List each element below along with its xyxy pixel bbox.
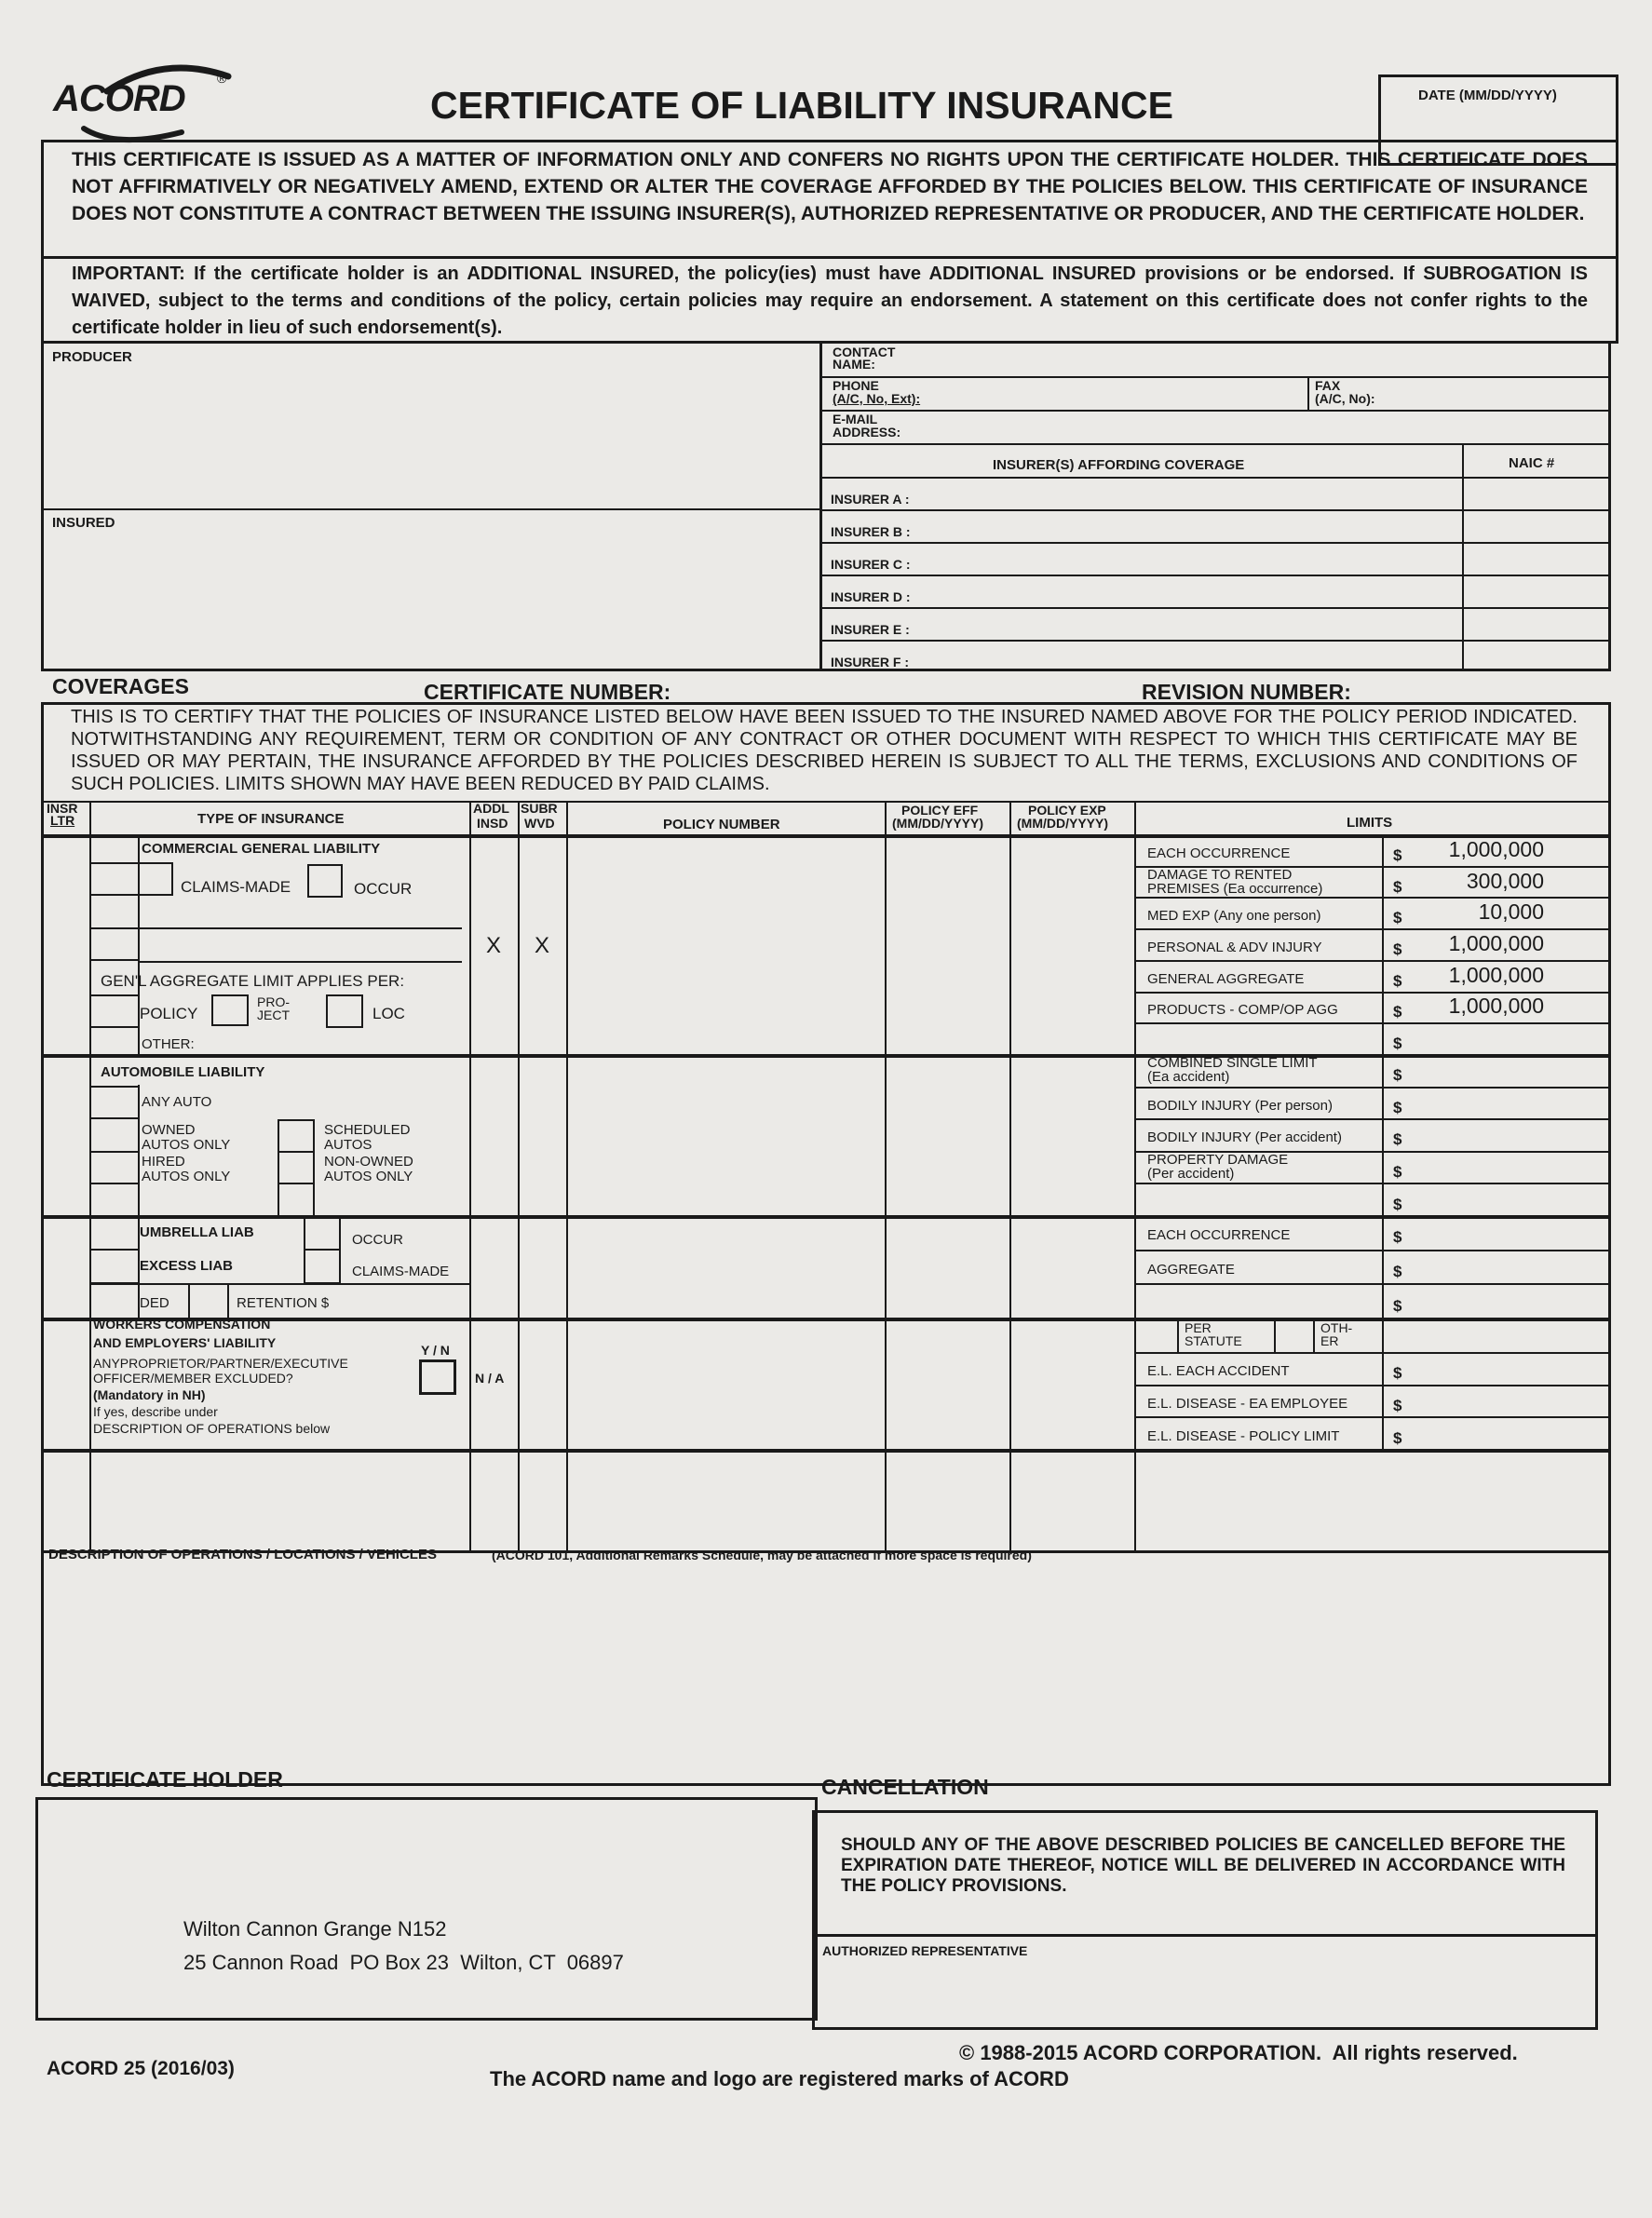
dollar-sign: $	[1393, 940, 1402, 958]
limit-row-auto	[1136, 1118, 1609, 1151]
insurer-label: INSURER C :	[831, 557, 911, 572]
owned-label-1: OWNED	[142, 1122, 196, 1138]
nonowned-autos-checkbox[interactable]	[278, 1153, 315, 1184]
form-id: ACORD 25 (2016/03)	[47, 2058, 235, 2079]
col-limits: LIMITS	[1347, 815, 1393, 831]
limit-label-2: (Ea accident)	[1147, 1069, 1230, 1086]
claims-made-checkbox[interactable]	[138, 862, 173, 896]
insurer-label: INSURER D :	[831, 589, 911, 604]
workers-excluded-checkbox[interactable]	[419, 1359, 456, 1395]
agg-project-label-2: JECT	[257, 1008, 290, 1022]
disclaimer-text: THIS CERTIFICATE IS ISSUED AS A MATTER OF INFORMATION ONLY AND CONFERS NO RIGHTS UPON THE CERTIFICATE HOLDER. THIS CERTIFICATE DOES NOT AFFIRMATIVELY OR NEGATIVELY AMEND, EXTEND OR ALTER THE COVERAGE AFFORDED BY THE POLICIES BELOW. THIS CERTIFICATE OF INSURANCE DOES NOT CONSTITUTE A CONTRACT BETWEEN THE ISSUING INSURER(S), AUTHORIZED REPRESENTATIVE OR PRODUCER, AND THE CERTIFICATE HOLDER.	[72, 149, 1588, 224]
dollar-sign: $	[1393, 1066, 1402, 1085]
dollar-sign: $	[1393, 1003, 1402, 1021]
acord-logo-text: ACORD	[53, 78, 185, 119]
limit-row-workers	[1136, 1385, 1609, 1417]
cgl-checkbox[interactable]	[91, 836, 140, 864]
col-addl-2: INSD	[477, 816, 508, 831]
trademark: The ACORD name and logo are registered marks of ACORD	[490, 2067, 1069, 2090]
limit-row-umbrella	[1136, 1283, 1609, 1318]
limit-label: AGGREGATE	[1147, 1261, 1235, 1278]
auto-blank-checkbox-1[interactable]	[91, 1184, 140, 1215]
limit-value[interactable]: 1,000,000	[1448, 962, 1544, 987]
workers-ifyes-1: If yes, describe under	[93, 1404, 218, 1419]
limit-label: E.L. EACH ACCIDENT	[1147, 1363, 1290, 1380]
certify-text: THIS IS TO CERTIFY THAT THE POLICIES OF INSURANCE LISTED BELOW HAVE BEEN ISSUED TO THE INSURED NAMED ABOVE FOR THE POLICY PERIOD INDICATED. NOTWITHSTANDING ANY REQUIREMENT, TERM OR CONDITION OF ANY CONTRACT OR OTHER DOCUMENT WITH RESPECT TO WHICH THIS CERTIFICATE MAY BE ISSUED OR MAY PERTAIN, THE INSURANCE AFFORDED BY THE POLICIES DESCRIBED HEREIN IS SUBJECT TO ALL THE TERMS, EXCLUSIONS AND CONDITIONS OF SUCH POLICIES. LIMITS SHOWN MAY HAVE BEEN REDUCED BY PAID CLAIMS.	[71, 707, 1578, 794]
any-auto-checkbox[interactable]	[91, 1086, 140, 1119]
hired-label-2: AUTOS ONLY	[142, 1169, 231, 1184]
retention-label[interactable]: RETENTION $	[237, 1295, 330, 1311]
col-exp-2: (MM/DD/YYYY)	[1017, 816, 1108, 831]
agg-other-label: OTHER:	[142, 1036, 195, 1052]
cancellation-box	[812, 1810, 1598, 2030]
limit-value[interactable]: 300,000	[1466, 868, 1544, 893]
workers-na: N / A	[475, 1371, 505, 1386]
cgl-addl-insd-mark[interactable]: X	[486, 933, 502, 958]
limit-label: GENERAL AGGREGATE	[1147, 970, 1305, 987]
limit-row-cgl	[1136, 866, 1609, 898]
holder-line-1: Wilton Cannon Grange N152	[183, 1917, 447, 1941]
occur-label: OCCUR	[354, 880, 413, 898]
limit-row-workers	[1136, 1416, 1609, 1449]
umbrella-label: UMBRELLA LIAB	[140, 1224, 254, 1240]
insured-field[interactable]	[45, 510, 818, 669]
cancellation-label: CANCELLATION	[821, 1775, 989, 1799]
date-label: DATE (MM/DD/YYYY)	[1418, 88, 1557, 103]
dollar-sign: $	[1393, 1396, 1402, 1414]
workers-yn: Y / N	[421, 1343, 450, 1358]
col-eff-1: POLICY EFF	[901, 803, 979, 818]
certificate-holder-label: CERTIFICATE HOLDER	[47, 1767, 283, 1792]
nonowned-label-2: AUTOS ONLY	[324, 1169, 413, 1184]
other-2[interactable]: ER	[1320, 1333, 1339, 1348]
dollar-sign: $	[1393, 1262, 1402, 1280]
email-field[interactable]	[821, 412, 1609, 441]
dollar-sign: $	[1393, 877, 1402, 896]
col-insr-1: INSR	[47, 801, 78, 816]
dollar-sign: $	[1393, 1098, 1402, 1116]
phone-label-2: (A/C, No, Ext):	[833, 391, 921, 406]
col-subr-2: WVD	[524, 816, 555, 831]
important-box	[41, 256, 1618, 344]
scheduled-label-2: AUTOS	[324, 1137, 372, 1153]
insurers-header: INSURER(S) AFFORDING COVERAGE	[993, 457, 1245, 473]
limit-row-cgl	[1136, 834, 1609, 866]
limit-row-auto	[1136, 1087, 1609, 1119]
dollar-sign: $	[1393, 971, 1402, 990]
agg-project-checkbox[interactable]	[211, 994, 249, 1026]
umbrella-claims-made-label: CLAIMS-MADE	[352, 1264, 450, 1279]
insurer-label: INSURER B :	[831, 524, 911, 539]
fax-label-1: FAX	[1315, 378, 1341, 393]
limit-row-umbrella	[1136, 1215, 1609, 1250]
limit-row-umbrella	[1136, 1250, 1609, 1284]
per-statute-2[interactable]: STATUTE	[1185, 1333, 1242, 1348]
cgl-subr-wvd-mark[interactable]: X	[535, 933, 550, 958]
col-addl-1: ADDL	[473, 801, 509, 816]
agg-other-checkbox[interactable]	[91, 1028, 140, 1054]
workers-mandatory: (Mandatory in NH)	[93, 1387, 206, 1402]
dollar-sign: $	[1393, 1035, 1402, 1053]
important-text: IMPORTANT: If the certificate holder is an ADDITIONAL INSURED, the policy(ies) must have ADDITIONAL INSURED provisions or be endorsed. If SUBROGATION IS WAIVED, subject to the terms and conditions of the policy, certain policies may require an endorsement. A statement on this certificate does not confer rights to the certificate holder in lieu of such endorsement(s).	[72, 264, 1588, 338]
certificate-number-label: CERTIFICATE NUMBER:	[424, 680, 671, 704]
acord-logo	[51, 56, 237, 144]
insurer-label: INSURER F :	[831, 655, 909, 669]
owned-autos-checkbox[interactable]	[91, 1119, 140, 1153]
insurer-row[interactable]	[821, 575, 1609, 607]
limit-label: EACH OCCURRENCE	[1147, 845, 1291, 861]
scheduled-label-1: SCHEDULED	[324, 1122, 411, 1138]
col-insr-2: LTR	[50, 813, 75, 828]
nonowned-label-1: NON-OWNED	[324, 1154, 413, 1170]
description-note: (ACORD 101, Additional Remarks Schedule, may be attached if more space is required)	[492, 1548, 1032, 1562]
producer-label: PRODUCER	[52, 349, 132, 365]
insurer-row[interactable]	[821, 509, 1609, 542]
cancellation-text: SHOULD ANY OF THE ABOVE DESCRIBED POLICIES BE CANCELLED BEFORE THE EXPIRATION DATE THEREOF, NOTICE WILL BE DELIVERED IN ACCORDANCE WITH THE POLICY PROVISIONS.	[841, 1835, 1565, 1896]
hired-label-1: HIRED	[142, 1154, 185, 1170]
contact-name-label-1: CONTACT	[833, 345, 896, 359]
umbrella-checkbox[interactable]	[91, 1217, 140, 1251]
workers-title-1: WORKERS COMPENSATION	[93, 1317, 271, 1332]
workers-title-2: AND EMPLOYERS' LIABILITY	[93, 1335, 277, 1350]
dollar-sign: $	[1393, 1163, 1402, 1182]
col-exp-1: POLICY EXP	[1028, 803, 1106, 818]
agg-project-label-1: PRO-	[257, 994, 290, 1009]
agg-loc-label: LOC	[372, 1005, 405, 1022]
limit-label: E.L. DISEASE - POLICY LIMIT	[1147, 1427, 1340, 1444]
insured-label: INSURED	[52, 515, 115, 531]
claims-made-label: CLAIMS-MADE	[181, 878, 291, 896]
other-1[interactable]: OTH-	[1320, 1320, 1353, 1335]
limit-row-auto	[1136, 1183, 1609, 1215]
workers-question-1: ANYPROPRIETOR/PARTNER/EXECUTIVE	[93, 1356, 348, 1371]
cgl-sub-checkbox[interactable]	[91, 864, 140, 896]
certificate-holder-box[interactable]	[35, 1797, 818, 2021]
registered-mark: ®	[217, 71, 227, 86]
disclaimer-box	[41, 140, 1618, 259]
dollar-sign: $	[1393, 1428, 1402, 1447]
cgl-title: COMMERCIAL GENERAL LIABILITY	[142, 841, 381, 857]
hired-autos-checkbox[interactable]	[91, 1153, 140, 1184]
auto-title: AUTOMOBILE LIABILITY	[101, 1064, 265, 1080]
limit-label: PERSONAL & ADV INJURY	[1147, 939, 1322, 955]
agg-policy-label: POLICY	[140, 1005, 198, 1022]
fax-label-2: (A/C, No):	[1315, 391, 1375, 406]
limit-label: DAMAGE TO RENTED	[1147, 866, 1293, 883]
authorized-representative-field[interactable]	[815, 1938, 1595, 2027]
limit-label-2: PREMISES (Ea occurrence)	[1147, 880, 1323, 897]
dollar-sign: $	[1393, 1296, 1402, 1315]
dollar-sign: $	[1393, 845, 1402, 864]
authorized-representative-label: AUTHORIZED REPRESENTATIVE	[822, 1943, 1028, 1958]
limit-row-auto	[1136, 1054, 1609, 1087]
workers-ifyes-2: DESCRIPTION OF OPERATIONS below	[93, 1421, 331, 1436]
limit-row-auto	[1136, 1151, 1609, 1183]
insurer-label: INSURER E :	[831, 622, 910, 637]
phone-label-1: PHONE	[833, 378, 879, 393]
limit-label: MED EXP (Any one person)	[1147, 908, 1321, 925]
dollar-sign: $	[1393, 909, 1402, 927]
per-statute-1[interactable]: PER	[1185, 1320, 1212, 1335]
dollar-sign: $	[1393, 1364, 1402, 1383]
dollar-sign: $	[1393, 1195, 1402, 1213]
contact-name-field[interactable]	[821, 345, 1609, 376]
cgl-blank-checkbox-2[interactable]	[91, 929, 140, 961]
limit-value[interactable]: 1,000,000	[1448, 930, 1544, 955]
limit-label: PROPERTY DAMAGE	[1147, 1151, 1289, 1168]
occur-checkbox[interactable]	[307, 864, 343, 898]
excess-label: EXCESS LIAB	[140, 1258, 234, 1274]
limit-label: BODILY INJURY (Per person)	[1147, 1097, 1333, 1114]
insurer-row[interactable]	[821, 477, 1609, 509]
holder-line-2: 25 Cannon Road PO Box 23 Wilton, CT 06897	[183, 1951, 624, 1974]
umbrella-occur-checkbox[interactable]	[304, 1217, 341, 1251]
excess-checkbox[interactable]	[91, 1251, 140, 1284]
fax-field[interactable]	[1309, 378, 1609, 408]
agg-loc-checkbox[interactable]	[326, 994, 363, 1028]
dollar-sign: $	[1393, 1228, 1402, 1247]
email-label-2: ADDRESS:	[833, 425, 901, 440]
limit-row-workers	[1136, 1352, 1609, 1385]
producer-field[interactable]	[45, 345, 818, 507]
cgl-blank-line-2[interactable]	[140, 961, 462, 963]
limit-label: EACH OCCURRENCE	[1147, 1227, 1291, 1244]
insurer-label: INSURER A :	[831, 492, 910, 507]
col-type: TYPE OF INSURANCE	[197, 811, 345, 827]
cgl-blank-line-1[interactable]	[140, 927, 462, 929]
workers-question-2: OFFICER/MEMBER EXCLUDED?	[93, 1371, 293, 1386]
col-eff-2: (MM/DD/YYYY)	[892, 816, 983, 831]
limit-label: BODILY INJURY (Per accident)	[1147, 1129, 1342, 1146]
limit-row-cgl	[1136, 928, 1609, 960]
auto-blank-checkbox-2[interactable]	[278, 1184, 315, 1215]
limit-value[interactable]: 1,000,000	[1448, 836, 1544, 861]
phone-field[interactable]	[821, 378, 1306, 408]
limit-label: E.L. DISEASE - EA EMPLOYEE	[1147, 1395, 1348, 1412]
umbrella-claims-made-checkbox[interactable]	[304, 1251, 341, 1284]
cgl-blank-checkbox-1[interactable]	[91, 896, 140, 929]
scheduled-autos-checkbox[interactable]	[278, 1119, 315, 1153]
owned-label-2: AUTOS ONLY	[142, 1137, 231, 1153]
limit-value[interactable]: 10,000	[1478, 899, 1544, 925]
coverages-label: COVERAGES	[52, 674, 189, 698]
limit-row-cgl	[1136, 1022, 1609, 1054]
insurer-row[interactable]	[821, 607, 1609, 640]
ded-label[interactable]: DED	[140, 1295, 169, 1311]
limit-row-cgl	[1136, 960, 1609, 992]
col-policy-number: POLICY NUMBER	[663, 817, 780, 832]
naic-header: NAIC #	[1509, 455, 1555, 471]
any-auto-label: ANY AUTO	[142, 1094, 212, 1110]
page-title: CERTIFICATE OF LIABILITY INSURANCE	[430, 84, 1173, 127]
limit-label: COMBINED SINGLE LIMIT	[1147, 1055, 1318, 1071]
insurer-row[interactable]	[821, 542, 1609, 575]
insurer-row[interactable]	[821, 640, 1609, 672]
limit-row-cgl	[1136, 992, 1609, 1023]
description-label: DESCRIPTION OF OPERATIONS / LOCATIONS / VEHICLES	[48, 1547, 437, 1562]
copyright: © 1988-2015 ACORD CORPORATION. All rights reserved.	[959, 2041, 1518, 2064]
limit-value[interactable]: 1,000,000	[1448, 994, 1544, 1019]
limit-label: PRODUCTS - COMP/OP AGG	[1147, 1002, 1338, 1019]
col-subr-1: SUBR	[521, 801, 558, 816]
email-label-1: E-MAIL	[833, 412, 878, 426]
dollar-sign: $	[1393, 1130, 1402, 1149]
limit-label-2: (Per accident)	[1147, 1166, 1235, 1183]
revision-number-label: REVISION NUMBER:	[1142, 680, 1351, 704]
umbrella-occur-label: OCCUR	[352, 1232, 403, 1248]
cgl-agg-applies: GEN'L AGGREGATE LIMIT APPLIES PER:	[101, 972, 405, 990]
contact-name-label-2: NAME:	[833, 357, 875, 372]
agg-policy-checkbox[interactable]	[91, 994, 140, 1028]
limit-row-cgl	[1136, 897, 1609, 928]
